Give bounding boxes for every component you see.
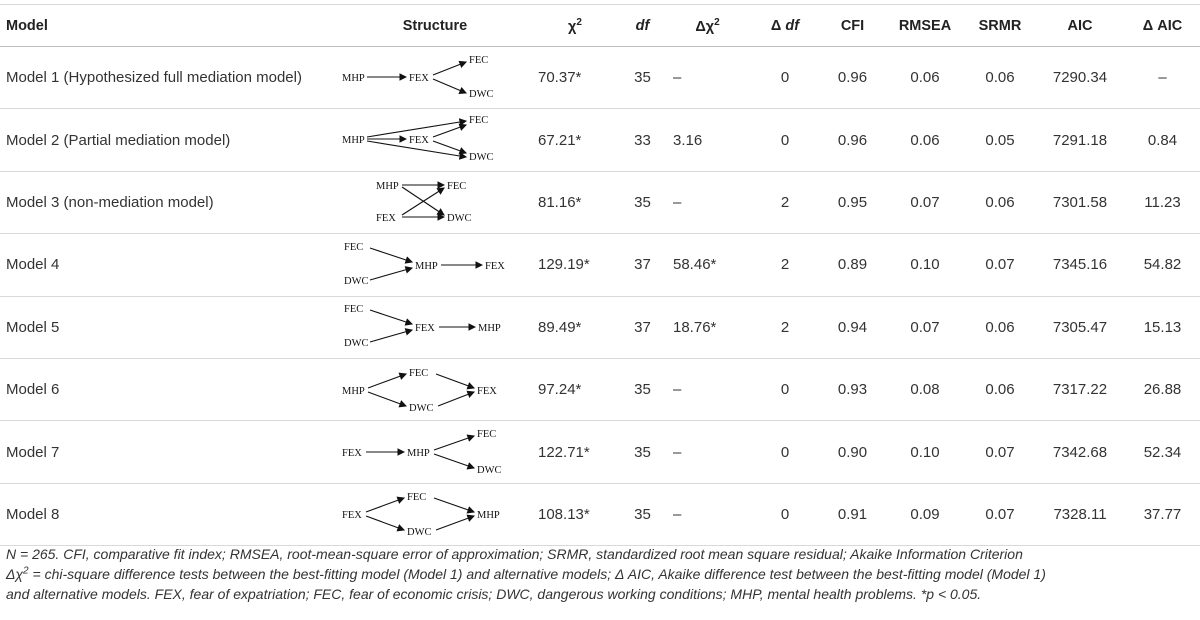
node-label: FEX [485, 260, 505, 272]
path-arrow [433, 79, 466, 93]
path-arrow [370, 248, 412, 262]
chi-square-value: 129.19* [530, 234, 620, 296]
path-arrow [438, 392, 474, 406]
node-label: FEC [407, 492, 427, 504]
path-diagram-model-8 [340, 485, 530, 543]
footnote-line-2 [6, 564, 1194, 584]
cfi-value: 0.90 [820, 421, 885, 483]
node-label: FEC [477, 429, 497, 441]
df-value: 37 [620, 296, 665, 358]
path-arrow [434, 454, 474, 468]
delta-aic-value: 26.88 [1125, 358, 1200, 420]
node-label: FEX [342, 510, 362, 522]
table-row [0, 234, 1200, 296]
model-name: Model 8 [0, 483, 340, 545]
path-diagram-model-5 [340, 298, 530, 356]
node-label: DWC [344, 275, 369, 287]
header-chi-square [530, 5, 620, 47]
rmsea-value: 0.08 [885, 358, 965, 420]
delta-chi-square-value: – [665, 483, 750, 545]
path-arrow [366, 516, 404, 530]
cfi-value: 0.89 [820, 234, 885, 296]
node-label: MHP [342, 135, 365, 147]
path-arrow [370, 268, 412, 280]
node-label: MHP [415, 260, 438, 272]
node-label: FEX [376, 213, 396, 225]
footnote-line-1: N = 265. CFI, comparative fit index; RMSEA, root-mean-square error of approximation; SRMR, standardized root mean square residual; Akaike Information Criterion [6, 546, 1023, 562]
structure-diagram [340, 171, 530, 233]
delta-df-value: 0 [750, 483, 820, 545]
path-diagram-model-6 [340, 361, 530, 419]
path-diagram-model-3 [340, 173, 530, 231]
srmr-value: 0.06 [965, 296, 1035, 358]
delta-chi-square-value: – [665, 358, 750, 420]
header-df-label: df [635, 17, 650, 34]
model-name: Model 1 (Hypothesized full mediation model) [0, 47, 340, 109]
delta-df-value: 0 [750, 47, 820, 109]
rmsea-value: 0.10 [885, 421, 965, 483]
chi-square-value: 108.13* [530, 483, 620, 545]
df-value: 35 [620, 421, 665, 483]
path-arrow [436, 374, 474, 388]
model-comparison-table [0, 4, 1200, 546]
model-name: Model 5 [0, 296, 340, 358]
aic-value: 7305.47 [1035, 296, 1125, 358]
node-label: MHP [342, 72, 365, 84]
node-label: FEX [409, 135, 429, 147]
delta-aic-value: 0.84 [1125, 109, 1200, 171]
table-row [0, 296, 1200, 358]
delta-df-value: 2 [750, 234, 820, 296]
delta-df-value: 0 [750, 109, 820, 171]
delta-chi-square-value: 58.46* [665, 234, 750, 296]
header-structure: Structure [340, 5, 530, 47]
header-delta-aic: Δ AIC [1125, 5, 1200, 47]
header-delta-chi-square [665, 5, 750, 47]
node-label: MHP [342, 385, 365, 397]
df-value: 33 [620, 109, 665, 171]
node-label: FEX [342, 448, 362, 460]
node-label: FEX [409, 72, 429, 84]
path-arrow [368, 374, 406, 388]
model-name: Model 6 [0, 358, 340, 420]
footnote-delta-chi-sup: 2 [23, 565, 29, 577]
path-arrow [370, 330, 412, 342]
aic-value: 7345.16 [1035, 234, 1125, 296]
delta-df-value: 2 [750, 171, 820, 233]
node-label: DWC [447, 213, 472, 225]
header-chi-symbol: χ [568, 18, 577, 35]
structure-diagram [340, 296, 530, 358]
path-arrow [370, 310, 412, 324]
node-label: FEC [469, 54, 489, 66]
header-model: Model [0, 5, 340, 47]
header-aic: AIC [1035, 5, 1125, 47]
table-row [0, 358, 1200, 420]
chi-square-value: 81.16* [530, 171, 620, 233]
node-label: FEX [415, 323, 435, 335]
table-row [0, 109, 1200, 171]
chi-square-value: 97.24* [530, 358, 620, 420]
aic-value: 7290.34 [1035, 47, 1125, 109]
node-label: MHP [407, 448, 430, 460]
delta-chi-square-value: 18.76* [665, 296, 750, 358]
model-name: Model 3 (non-mediation model) [0, 171, 340, 233]
rmsea-value: 0.10 [885, 234, 965, 296]
footnote-delta-chi: Δχ [6, 566, 24, 582]
path-diagram-model-2 [340, 111, 530, 169]
rmsea-value: 0.07 [885, 296, 965, 358]
rmsea-value: 0.09 [885, 483, 965, 545]
structure-diagram [340, 47, 530, 109]
structure-diagram [340, 109, 530, 171]
srmr-value: 0.07 [965, 234, 1035, 296]
node-label: DWC [469, 88, 494, 100]
structure-diagram [340, 358, 530, 420]
header-ddf-prefix: Δ [770, 17, 786, 34]
delta-chi-square-value: 3.16 [665, 109, 750, 171]
df-value: 35 [620, 358, 665, 420]
rmsea-value: 0.07 [885, 171, 965, 233]
cfi-value: 0.94 [820, 296, 885, 358]
cfi-value: 0.96 [820, 109, 885, 171]
header-row [0, 5, 1200, 47]
header-ddf-label: df [785, 17, 800, 34]
chi-square-value: 122.71* [530, 421, 620, 483]
header-rmsea: RMSEA [885, 5, 965, 47]
cfi-value: 0.93 [820, 358, 885, 420]
cfi-value: 0.95 [820, 171, 885, 233]
model-name: Model 2 (Partial mediation model) [0, 109, 340, 171]
cfi-value: 0.91 [820, 483, 885, 545]
srmr-value: 0.06 [965, 358, 1035, 420]
header-cfi: CFI [820, 5, 885, 47]
structure-diagram [340, 234, 530, 296]
aic-value: 7328.11 [1035, 483, 1125, 545]
path-arrow [434, 498, 474, 512]
srmr-value: 0.06 [965, 47, 1035, 109]
node-label: MHP [477, 510, 500, 522]
node-label: FEC [469, 115, 489, 127]
path-arrow [368, 392, 406, 406]
df-value: 35 [620, 171, 665, 233]
chi-square-value: 89.49* [530, 296, 620, 358]
delta-aic-value: 37.77 [1125, 483, 1200, 545]
delta-df-value: 0 [750, 421, 820, 483]
table-footnote [6, 544, 1194, 604]
model-name: Model 7 [0, 421, 340, 483]
cfi-value: 0.96 [820, 47, 885, 109]
delta-aic-value: 15.13 [1125, 296, 1200, 358]
path-diagram-model-4 [340, 236, 530, 294]
df-value: 35 [620, 483, 665, 545]
path-diagram-model-1 [340, 49, 530, 107]
header-delta-df [750, 5, 820, 47]
aic-value: 7301.58 [1035, 171, 1125, 233]
chi-square-value: 67.21* [530, 109, 620, 171]
node-label: FEC [409, 367, 429, 379]
footnote-line-2-text: = chi-square difference tests between the best-fitting model (Model 1) and alternative models; Δ AIC, Akaike difference test between the best-fitting model (Model 1) [28, 566, 1046, 582]
header-srmr: SRMR [965, 5, 1035, 47]
rmsea-value: 0.06 [885, 47, 965, 109]
delta-chi-square-value: – [665, 171, 750, 233]
aic-value: 7291.18 [1035, 109, 1125, 171]
node-label: DWC [407, 527, 432, 539]
df-value: 37 [620, 234, 665, 296]
node-label: DWC [477, 465, 502, 477]
node-label: FEC [447, 181, 467, 193]
srmr-value: 0.07 [965, 421, 1035, 483]
delta-chi-square-value: – [665, 47, 750, 109]
header-df [620, 5, 665, 47]
node-label: DWC [344, 338, 369, 350]
table-row [0, 47, 1200, 109]
aic-value: 7317.22 [1035, 358, 1125, 420]
aic-value: 7342.68 [1035, 421, 1125, 483]
path-arrow [366, 498, 404, 512]
structure-diagram [340, 483, 530, 545]
path-arrow [433, 141, 466, 153]
path-arrow [434, 436, 474, 450]
node-label: FEC [344, 241, 364, 253]
table-row [0, 421, 1200, 483]
header-chi-sup: 2 [576, 16, 582, 28]
structure-diagram [340, 421, 530, 483]
path-arrow [433, 125, 466, 137]
table-row [0, 171, 1200, 233]
delta-df-value: 0 [750, 358, 820, 420]
path-arrow [433, 62, 466, 75]
delta-aic-value: 52.34 [1125, 421, 1200, 483]
node-label: DWC [409, 402, 434, 414]
node-label: MHP [376, 181, 399, 193]
node-label: MHP [478, 323, 501, 335]
srmr-value: 0.06 [965, 171, 1035, 233]
header-dchi-symbol: Δχ [695, 18, 715, 35]
chi-square-value: 70.37* [530, 47, 620, 109]
srmr-value: 0.07 [965, 483, 1035, 545]
header-dchi-sup: 2 [714, 16, 720, 28]
model-name: Model 4 [0, 234, 340, 296]
srmr-value: 0.05 [965, 109, 1035, 171]
node-label: DWC [469, 152, 494, 164]
df-value: 35 [620, 47, 665, 109]
delta-chi-square-value: – [665, 421, 750, 483]
path-diagram-model-7 [340, 423, 530, 481]
footnote-line-3: and alternative models. FEX, fear of expatriation; FEC, fear of economic crisis; DWC, dangerous working conditions; MHP, mental health problems. *p < 0.05. [6, 586, 982, 602]
node-label: FEC [344, 304, 364, 316]
delta-aic-value: 11.23 [1125, 171, 1200, 233]
table-row [0, 483, 1200, 545]
delta-aic-value: 54.82 [1125, 234, 1200, 296]
delta-df-value: 2 [750, 296, 820, 358]
delta-aic-value: – [1125, 47, 1200, 109]
rmsea-value: 0.06 [885, 109, 965, 171]
path-arrow [436, 516, 474, 530]
node-label: FEX [477, 385, 497, 397]
